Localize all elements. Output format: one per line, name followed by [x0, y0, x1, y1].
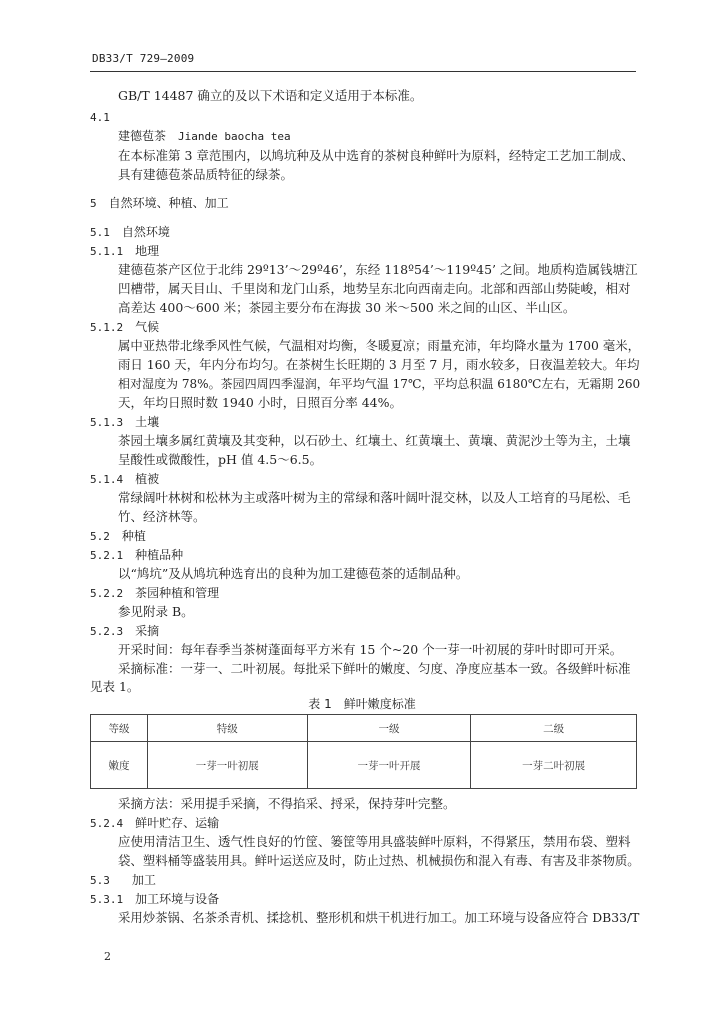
paragraph-line: 采摘标准：一芽一、二叶初展。每批采下鲜叶的嫩度、匀度、净度应基本一致。各级鲜叶标准 [118, 661, 631, 676]
paragraph-line: 凹槽带，属天目山、千里岗和龙门山系，地势呈东北向西南走向。北部和西部山势陡峻，相对 [118, 281, 631, 296]
section-heading-5-2: 5.2 种植 [90, 529, 146, 543]
paragraph-line: 茶园土壤多属红黄壤及其变种，以石砂土、红壤土、红黄壤土、黄壤、黄泥沙土等为主，土壤 [118, 433, 631, 448]
page-number: 2 [104, 950, 111, 963]
section-heading-5-3: 5.3 加工 [90, 873, 156, 887]
term-number: 4.1 [90, 111, 110, 124]
paragraph-line: 见表 1。 [90, 679, 140, 694]
paragraph-line: 雨日 160 天，年内分布均匀。在茶树生长旺期的 3 月至 7 月，雨水较多，日夜温差较大。年均 [118, 357, 640, 372]
table-header-cell: 二级 [471, 715, 637, 742]
section-heading-5-1-3: 5.1.3 土壤 [90, 415, 160, 429]
paragraph-line: 开采时间：每年春季当茶树蓬面每平方米有 15 个~20 个一芽一叶初展的芽叶时即可开采。 [118, 642, 623, 657]
term-title-cn: 建德苞茶 [118, 129, 167, 143]
section-heading-5-3-1: 5.3.1 加工环境与设备 [90, 892, 220, 906]
table-header-cell: 特级 [147, 715, 307, 742]
paragraph-line: 相对湿度为 78%。茶园四周四季湿润，年平均气温 17℃，平均总积温 6180℃左右，无霜期 260 [118, 377, 641, 391]
table-header-cell: 一级 [307, 715, 471, 742]
paragraph-line: 常绿阔叶林树和松林为主或落叶树为主的常绿和落叶阔叶混交林，以及人工培育的马尾松、毛 [118, 490, 631, 505]
paragraph-line: 具有建德苞茶品质特征的绿茶。 [118, 167, 294, 182]
section-heading-5-2-1: 5.2.1 种植品种 [90, 548, 184, 562]
table-cell: 嫩度 [91, 742, 148, 789]
table-caption: 表 1 鲜叶嫩度标准 [308, 697, 416, 711]
table-cell: 一芽一叶开展 [307, 742, 471, 789]
standard-code-header: DB33/T 729—2009 [92, 52, 195, 65]
section-heading-5-1: 5.1 自然环境 [90, 225, 170, 239]
header-divider [90, 71, 636, 72]
term-title-en: Jiande baocha tea [178, 130, 291, 143]
fresh-leaf-tenderness-table [90, 714, 637, 789]
paragraph-line: 采摘方法：采用提手采摘，不得掐采、捋采，保持芽叶完整。 [118, 796, 456, 811]
paragraph-line: 袋、塑料桶等盛装用具。鲜叶运送应及时，防止过热、机械损伤和混入有毒、有害及非茶物质。 [118, 853, 640, 868]
table-header-cell: 等级 [91, 715, 148, 742]
paragraph-line: 在本标准第 3 章范围内，以鸠坑种及从中选育的茶树良种鲜叶为原料，经特定工艺加工制成、 [118, 148, 634, 163]
section-heading-5: 5 自然环境、种植、加工 [90, 196, 229, 210]
paragraph-line: 属中亚热带北缘季风性气候，气温相对均衡，冬暖夏凉；雨量充沛，年均降水量为 1700 毫米， [118, 339, 640, 353]
section-heading-5-2-2: 5.2.2 茶园种植和管理 [90, 586, 220, 600]
paragraph-line: 应使用清洁卫生、透气性良好的竹筐、篓筐等用具盛装鲜叶原料，不得紧压，禁用布袋、塑料 [118, 834, 631, 849]
table-row [91, 742, 637, 789]
term-title [118, 128, 291, 145]
paragraph-line: 高差达 400～600 米；茶园主要分布在海拔 30 米～500 米之间的山区、半山区。 [118, 300, 576, 315]
section-heading-5-1-2: 5.1.2 气候 [90, 320, 160, 334]
table-cell: 一芽一叶初展 [147, 742, 307, 789]
section-heading-5-1-1: 5.1.1 地理 [90, 244, 160, 258]
paragraph-line: 参见附录 B。 [118, 604, 194, 619]
section-heading-5-2-3: 5.2.3 采摘 [90, 624, 160, 638]
paragraph-line: GB/T 14487 确立的及以下术语和定义适用于本标准。 [118, 88, 423, 103]
section-heading-5-1-4: 5.1.4 植被 [90, 472, 160, 486]
paragraph-line: 以“鸠坑”及从鸠坑种选育出的良种为加工建德苞茶的适制品种。 [118, 566, 469, 581]
section-heading-5-2-4: 5.2.4 鲜叶贮存、运输 [90, 816, 220, 830]
paragraph-line: 天，年均日照时数 1940 小时，日照百分率 44%。 [118, 395, 403, 410]
table-header-row [91, 715, 637, 742]
paragraph-line: 采用炒茶锅、名茶杀青机、揉捻机、整形机和烘干机进行加工。加工环境与设备应符合 DB33/T [118, 911, 640, 925]
paragraph-line: 竹、经济林等。 [118, 509, 206, 524]
table-cell: 一芽二叶初展 [471, 742, 637, 789]
paragraph-line: 建德苞茶产区位于北纬 29º13’～29º46’，东经 118º54’～119º45’ 之间。地质构造属钱塘江 [118, 262, 638, 277]
paragraph-line: 呈酸性或微酸性，pH 值 4.5～6.5。 [118, 452, 323, 467]
